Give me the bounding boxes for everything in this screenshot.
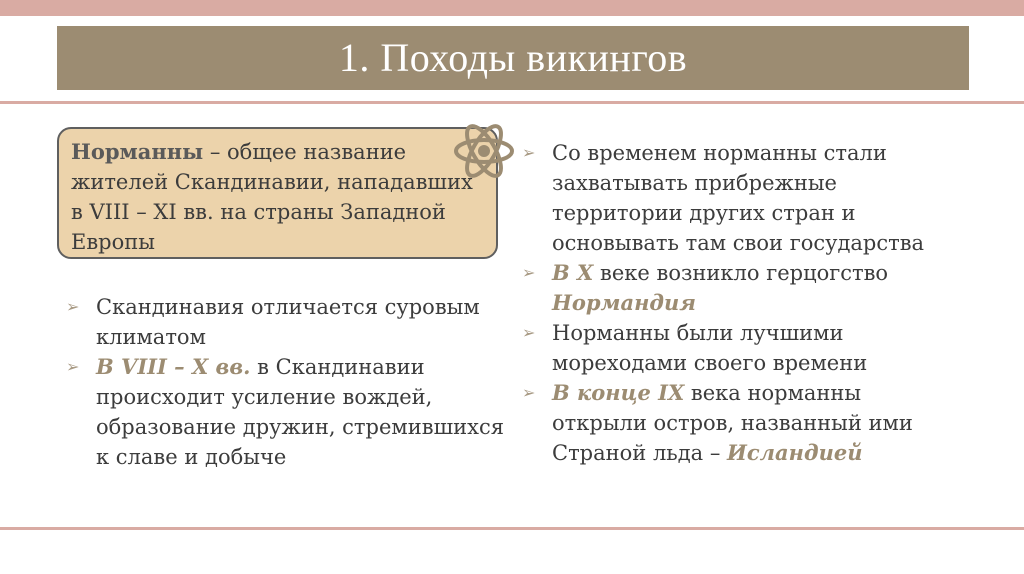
definition-term: Норманны	[71, 139, 204, 164]
bullet-text: Скандинавия отличается суровым климатом	[96, 295, 480, 349]
list-item	[522, 318, 962, 378]
definition-text	[71, 137, 482, 257]
arrow-bullet-icon: ➢	[522, 323, 536, 342]
arrow-bullet-icon: ➢	[66, 357, 80, 376]
slide-title: 1. Походы викингов	[338, 35, 688, 80]
arrow-bullet-icon: ➢	[522, 143, 536, 162]
bullet-text: веке возникло герцогство	[593, 261, 889, 285]
list-item	[522, 378, 962, 468]
list-item	[522, 258, 962, 318]
top-divider	[0, 101, 1024, 104]
bullet-text: Норманны были лучшими мореходами своего времени	[552, 321, 868, 375]
bullet-text: века норманны открыли остров, названный ими Страной льда –	[552, 381, 913, 465]
title-bar	[57, 26, 969, 90]
list-item	[66, 352, 506, 472]
definition-box	[57, 127, 498, 259]
arrow-bullet-icon: ➢	[522, 263, 536, 282]
bottom-divider	[0, 527, 1024, 530]
bullet-accent-end: Исландией	[727, 440, 863, 465]
bullet-accent-end: Нормандия	[552, 290, 696, 315]
bullet-accent: В VIII – Х вв.	[96, 354, 251, 379]
bullet-text: в Скандинавии происходит усиление вождей, образование дружин, стремившихся к славе и добыче	[96, 355, 504, 469]
atom-icon	[452, 113, 516, 193]
top-decor-band	[0, 0, 1024, 16]
right-bullet-list	[522, 138, 962, 468]
left-bullet-list	[66, 292, 506, 472]
bullet-text: Со временем норманны стали захватывать прибрежные территории других стран и основывать там свои государства	[552, 141, 925, 255]
arrow-bullet-icon: ➢	[66, 297, 80, 316]
list-item	[66, 292, 506, 352]
list-item	[522, 138, 962, 258]
bullet-accent: В конце IX	[552, 380, 685, 405]
definition-body: – общее название жителей Скандинавии, нападавших в VIII – XI вв. на страны Западной Европы	[71, 140, 473, 254]
arrow-bullet-icon: ➢	[522, 383, 536, 402]
bullet-accent: В Х	[552, 260, 594, 285]
